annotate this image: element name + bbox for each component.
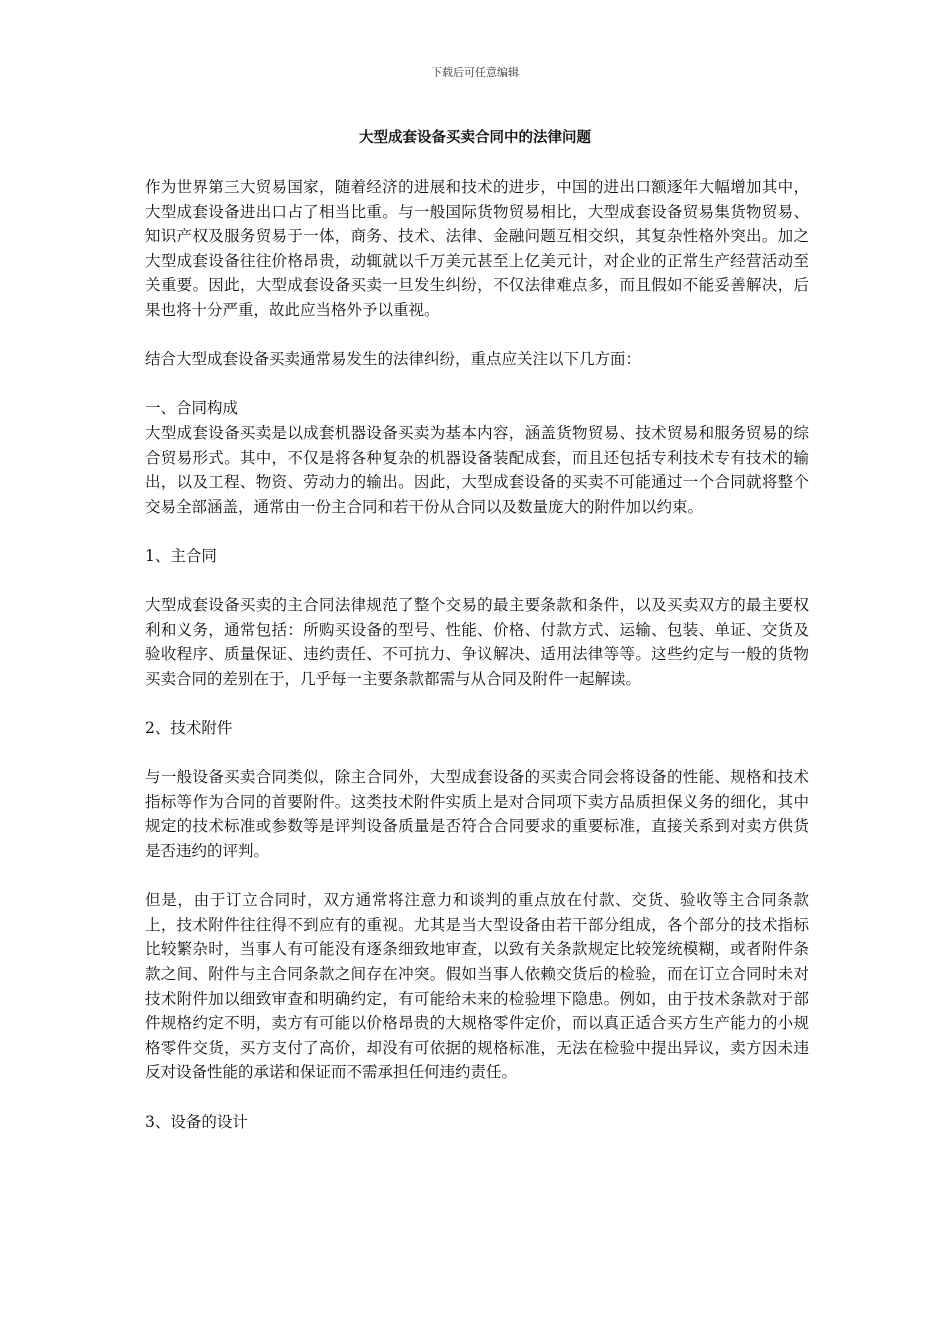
subsection-paragraph-main-contract: 大型成套设备买卖的主合同法律规范了整个交易的最主要条款和条件，以及买卖双方的最主要权利和义务，通常包括：所购买设备的型号、性能、价格、付款方式、运输、包装、单证、交货及验收程序、质量保证、违约责任、不可抗力、争议解决、适用法律等等。这些约定与一般的货物买卖合同的差别在于，几乎每一主要条款都需与从合同及附件一起解读。 [145, 596, 809, 688]
document-title: 大型成套设备买卖合同中的法律问题 [359, 129, 591, 146]
subsection-heading-technical-annex: 2、技术附件 [145, 719, 233, 738]
document-body [145, 175, 809, 1134]
section-paragraph-contract-structure: 大型成套设备买卖是以成套机器设备买卖为基本内容，涵盖货物贸易、技术贸易和服务贸易的综合贸易形式。其中，不仅是将各种复杂的机器设备装配成套，而且还包括专利技术专有技术的输出，以及工程、物资、劳动力的输出。因此，大型成套设备的买卖不可能通过一个合同就将整个交易全部涵盖，通常由一份主合同和若干份从合同以及数量庞大的附件加以约束。 [145, 423, 809, 516]
header-note: 下载后可任意编辑 [431, 66, 519, 79]
intro-paragraph: 作为世界第三大贸易国家，随着经济的进展和技术的进步，中国的进出口额逐年大幅增加其中，大型成套设备进出口占了相当比重。与一般国际货物贸易相比，大型成套设备贸易集货物贸易、知识产权及服务贸易于一体，商务、技术、法律、金融问题互相交织，其复杂性格外突出。加之大型成套设备往往价格昂贵，动辄就以千万美元甚至上亿美元计，对企业的正常生产经营活动至关重要。因此，大型成套设备买卖一旦发生纠纷，不仅法律难点多，而且假如不能妥善解决，后果也将十分严重，故此应当格外予以重视。 [145, 178, 809, 319]
section-heading-contract-structure: 一、合同构成 [145, 399, 239, 418]
focus-paragraph: 结合大型成套设备买卖通常易发生的法律纠纷，重点应关注以下几方面： [145, 350, 642, 369]
subsection-paragraph-technical-annex-1: 与一般设备买卖合同类似，除主合同外，大型成套设备的买卖合同会将设备的性能、规格和技术指标等作为合同的首要附件。这类技术附件实质上是对合同项下卖方品质担保义务的细化，其中规定的技术标准或参数等是评判设备质量是否符合合同要求的重要标准，直接关系到对卖方供货是否违约的评判。 [145, 768, 809, 861]
subsection-paragraph-technical-annex-2: 但是，由于订立合同时，双方通常将注意力和谈判的重点放在付款、交货、验收等主合同条款上，技术附件往往得不到应有的重视。尤其是当大型设备由若干部分组成，各个部分的技术指标比较繁杂时，当事人有可能没有逐条细致地审查，以致有关条款规定比较笼统模糊，或者附件条款之间、附件与主合同条款之间存在冲突。假如当事人依赖交货后的检验，而在订立合同时未对技术附件加以细致审查和明确约定，有可能给未来的检验埋下隐患。例如，由于技术条款对于部件规格约定不明，卖方有可能以价格昂贵的大规格零件定价，而以真正适合买方生产能力的小规格零件交货，买方支付了高价，却没有可依据的规格标准，无法在检验中提出异议，卖方因未违反对设备性能的承诺和保证而不需承担任何违约责任。 [145, 891, 809, 1082]
subsection-heading-equipment-design: 3、设备的设计 [145, 1112, 248, 1131]
subsection-heading-main-contract: 1、主合同 [145, 546, 217, 565]
